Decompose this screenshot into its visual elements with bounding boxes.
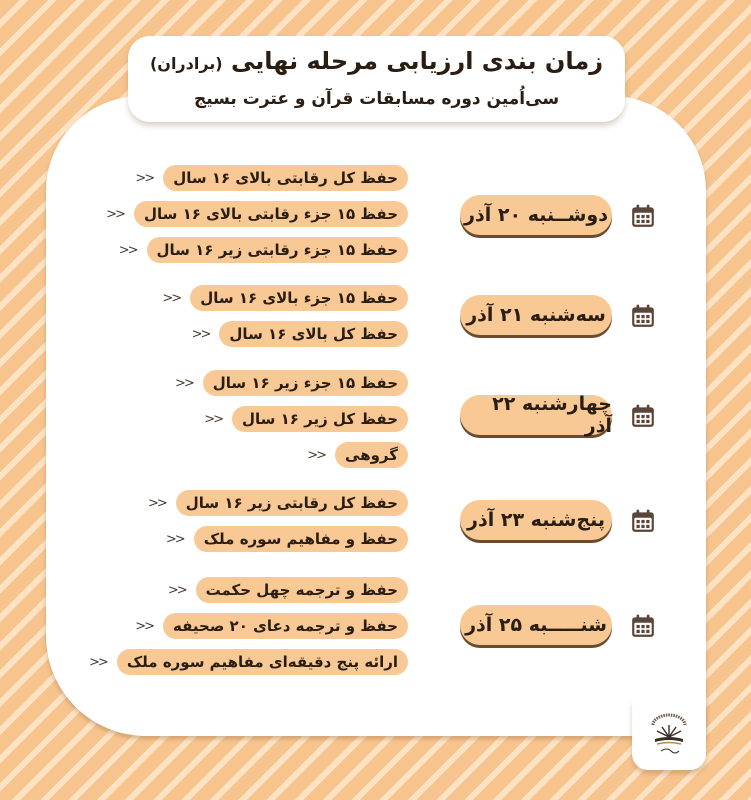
chevron-left-icon: << [89, 654, 107, 670]
list-item [168, 577, 408, 603]
day-group-1 [46, 166, 706, 276]
list-item [307, 442, 408, 468]
list-item [135, 613, 408, 639]
chevron-left-icon: << [204, 411, 223, 427]
item-label: حفظ ۱۵ جزء بالای ۱۶ سال [190, 285, 408, 311]
item-label: حفظ و ترجمه چهل حکمت [196, 577, 408, 603]
calendar-icon [630, 613, 656, 639]
day-group-5 [46, 576, 706, 686]
calendar-icon [630, 508, 656, 534]
item-label: حفظ کل بالای ۱۶ سال [219, 321, 408, 347]
day-pill: سه‌شنبه ۲۱ آذر [460, 295, 612, 335]
page-subtitle: سی‌اُمین دوره مسابقات قرآن و عترت بسیج [193, 89, 560, 109]
chevron-left-icon: << [165, 531, 184, 547]
chevron-left-icon: << [147, 495, 166, 511]
day-group-3 [46, 371, 706, 481]
item-list [148, 490, 408, 562]
chevron-left-icon: << [135, 170, 154, 186]
item-label: حفظ کل زیر ۱۶ سال [232, 406, 408, 432]
chevron-left-icon: << [135, 618, 153, 634]
item-label: حفظ کل رقابتی بالای ۱۶ سال [163, 165, 408, 191]
logo-tab [632, 700, 706, 770]
item-list [89, 577, 408, 685]
item-label: حفظ ۱۵ جزء رقابتی بالای ۱۶ سال [134, 201, 408, 227]
schedule-card [46, 96, 706, 736]
chevron-left-icon: << [162, 290, 181, 306]
day-pill: پنج‌شنبه ۲۳ آذر [460, 500, 612, 540]
chevron-left-icon: << [191, 326, 210, 342]
list-item [148, 490, 408, 516]
item-label: حفظ و ترجمه دعای ۲۰ صحیفه [163, 613, 408, 639]
day-group-4 [46, 491, 706, 571]
chevron-left-icon: << [118, 242, 137, 258]
title-text: زمان بندی ارزیابی مرحله نهایی [230, 47, 604, 75]
page-title [128, 46, 625, 79]
chevron-left-icon: << [106, 206, 124, 222]
chevron-left-icon: << [174, 375, 193, 391]
item-label: حفظ ۱۵ جزء رقابتی زیر ۱۶ سال [147, 237, 408, 263]
header-card [128, 36, 625, 122]
list-item [166, 526, 408, 552]
calendar-icon [630, 203, 656, 229]
item-label: گروهی [335, 442, 408, 468]
list-item [119, 237, 408, 263]
list-item [192, 321, 408, 347]
list-item [89, 649, 408, 675]
day-pill: شنـــــبه ۲۵ آذر [460, 605, 612, 645]
list-item [162, 285, 408, 311]
item-label: حفظ و مفاهیم سوره ملک [194, 526, 408, 552]
item-list [106, 165, 408, 273]
calendar-icon [630, 303, 656, 329]
chevron-left-icon: << [167, 582, 186, 598]
list-item [135, 165, 408, 191]
calendar-icon [630, 403, 656, 429]
title-suffix: (برادران) [149, 54, 223, 73]
chevron-left-icon: << [307, 447, 326, 463]
list-item [106, 201, 408, 227]
list-item [204, 406, 408, 432]
item-list [175, 370, 408, 478]
day-group-2 [46, 286, 706, 366]
organization-logo-icon [647, 711, 691, 759]
item-label: حفظ کل رقابتی زیر ۱۶ سال [176, 490, 408, 516]
day-pill: دوشــنبه ۲۰ آذر [460, 195, 612, 235]
item-label: ارائه پنج دقیقه‌ای مفاهیم سوره ملک [117, 649, 408, 675]
item-label: حفظ ۱۵ جزء زیر ۱۶ سال [203, 370, 408, 396]
day-pill: چهارشنبه ۲۲ آذر [460, 395, 612, 435]
list-item [175, 370, 408, 396]
item-list [162, 285, 408, 357]
